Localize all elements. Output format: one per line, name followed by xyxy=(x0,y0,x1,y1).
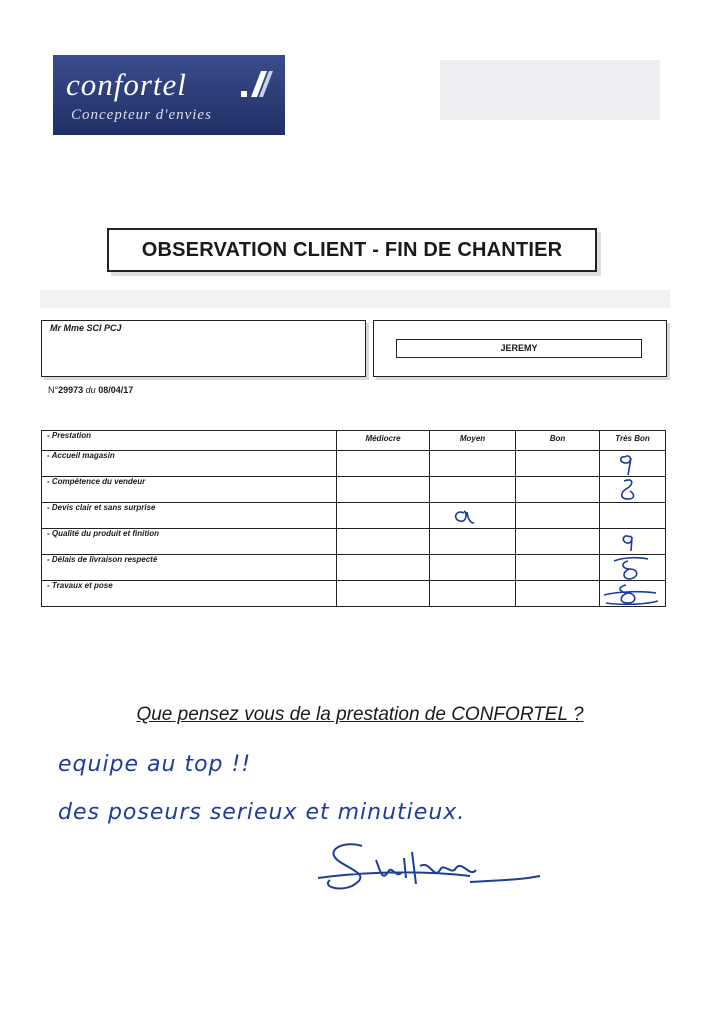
handwritten-mark xyxy=(600,555,666,581)
cell-tres-bon xyxy=(600,529,666,555)
cell-tres-bon xyxy=(600,477,666,503)
cell-moyen xyxy=(430,477,516,503)
cell-bon xyxy=(516,529,600,555)
order-reference xyxy=(48,385,133,395)
cell-bon xyxy=(516,581,600,607)
cell-bon xyxy=(516,477,600,503)
question-heading: Que pensez vous de la prestation de CONFORTEL ? xyxy=(136,704,584,725)
cell-mediocre xyxy=(337,477,430,503)
bleed-through-logo xyxy=(440,60,660,120)
cell-mediocre xyxy=(337,529,430,555)
cell-mediocre xyxy=(337,503,430,529)
handwritten-mark xyxy=(600,529,666,555)
order-prefix: N° xyxy=(48,385,59,395)
bleed-through-box xyxy=(40,290,670,308)
header-prestation: - Prestation xyxy=(42,431,337,451)
logo-tagline: Concepteur d'envies xyxy=(71,107,212,123)
cell-moyen xyxy=(430,555,516,581)
row-label: - Compétence du vendeur xyxy=(42,477,337,503)
handwritten-mark xyxy=(430,503,516,529)
row-label: - Accueil magasin xyxy=(42,451,337,477)
logo-brand: confortel xyxy=(66,67,187,102)
survey-row xyxy=(42,477,666,503)
cell-tres-bon xyxy=(600,503,666,529)
survey-row xyxy=(42,529,666,555)
row-label: - Devis clair et sans surprise xyxy=(42,503,337,529)
row-label: - Qualité du produit et finition xyxy=(42,529,337,555)
client-name: Mr Mme SCI PCJ xyxy=(50,323,122,333)
cell-tres-bon xyxy=(600,581,666,607)
cell-mediocre xyxy=(337,555,430,581)
seller-box xyxy=(373,320,667,377)
survey-row xyxy=(42,451,666,477)
cell-bon xyxy=(516,555,600,581)
cell-moyen xyxy=(430,503,516,529)
handwritten-mark xyxy=(600,451,666,477)
confortel-logo xyxy=(53,55,285,135)
header-tres-bon: Très Bon xyxy=(600,431,666,451)
order-date: 08/04/17 xyxy=(98,385,134,395)
order-du: du xyxy=(85,385,96,395)
cell-moyen xyxy=(430,581,516,607)
logo-slash-icon xyxy=(241,69,273,99)
cell-mediocre xyxy=(337,451,430,477)
handwritten-mark xyxy=(600,581,666,607)
survey-table xyxy=(41,430,666,607)
header-bon: Bon xyxy=(516,431,600,451)
cell-tres-bon xyxy=(600,555,666,581)
cell-bon xyxy=(516,451,600,477)
cell-tres-bon xyxy=(600,451,666,477)
page-title: OBSERVATION CLIENT - FIN DE CHANTIER xyxy=(107,228,597,272)
seller-name: JEREMY xyxy=(396,339,642,358)
comment-line-1: equipe au top !! xyxy=(58,752,252,777)
row-label: - Délais de livraison respecté xyxy=(42,555,337,581)
cell-moyen xyxy=(430,529,516,555)
survey-row xyxy=(42,503,666,529)
survey-row xyxy=(42,581,666,607)
survey-row xyxy=(42,555,666,581)
cell-mediocre xyxy=(337,581,430,607)
header-mediocre: Médiocre xyxy=(337,431,430,451)
row-label: - Travaux et pose xyxy=(42,581,337,607)
handwritten-mark xyxy=(600,477,666,503)
order-number: 29973 xyxy=(58,385,84,395)
client-box xyxy=(41,320,366,377)
cell-moyen xyxy=(430,451,516,477)
cell-bon xyxy=(516,503,600,529)
comment-line-2: des poseurs serieux et minutieux. xyxy=(58,800,466,825)
header-moyen: Moyen xyxy=(430,431,516,451)
survey-header-row xyxy=(42,431,666,451)
